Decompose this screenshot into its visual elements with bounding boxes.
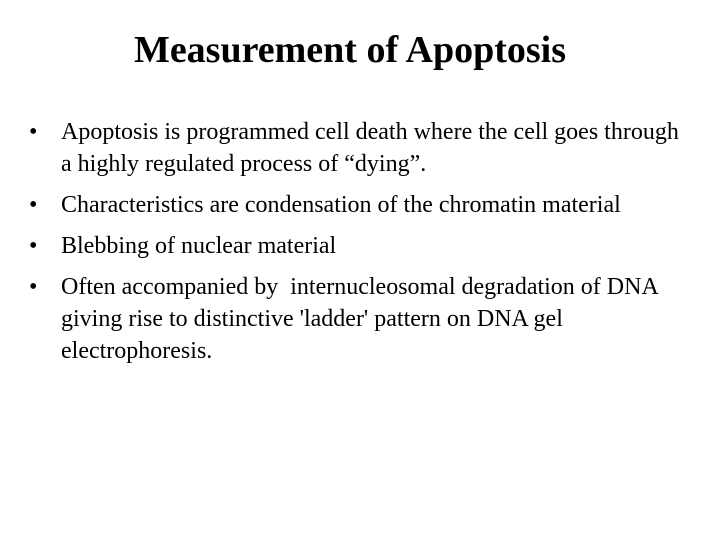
bullet-item bbox=[0, 271, 681, 367]
bullet-marker: • bbox=[29, 233, 38, 259]
bullet-item bbox=[0, 189, 681, 221]
bullet-text: Apoptosis is programmed cell death where the cell goes through a highly regulated process of “dying”. bbox=[61, 119, 685, 177]
slide-title: Measurement of Apoptosis bbox=[133, 29, 567, 71]
bullet-item bbox=[0, 116, 685, 180]
bullet-marker: • bbox=[29, 192, 38, 218]
bullet-item bbox=[0, 230, 681, 262]
bullet-marker: • bbox=[29, 119, 38, 145]
bullet-text: Blebbing of nuclear material bbox=[61, 233, 337, 259]
bullet-text: Often accompanied by internucleosomal degradation of DNA giving rise to distinctive 'ladder' pattern on DNA gel electrophoresis. bbox=[61, 274, 664, 364]
bullet-text: Characteristics are condensation of the chromatin material bbox=[61, 192, 621, 218]
bullet-marker: • bbox=[29, 274, 38, 300]
bullet-list bbox=[0, 116, 719, 376]
